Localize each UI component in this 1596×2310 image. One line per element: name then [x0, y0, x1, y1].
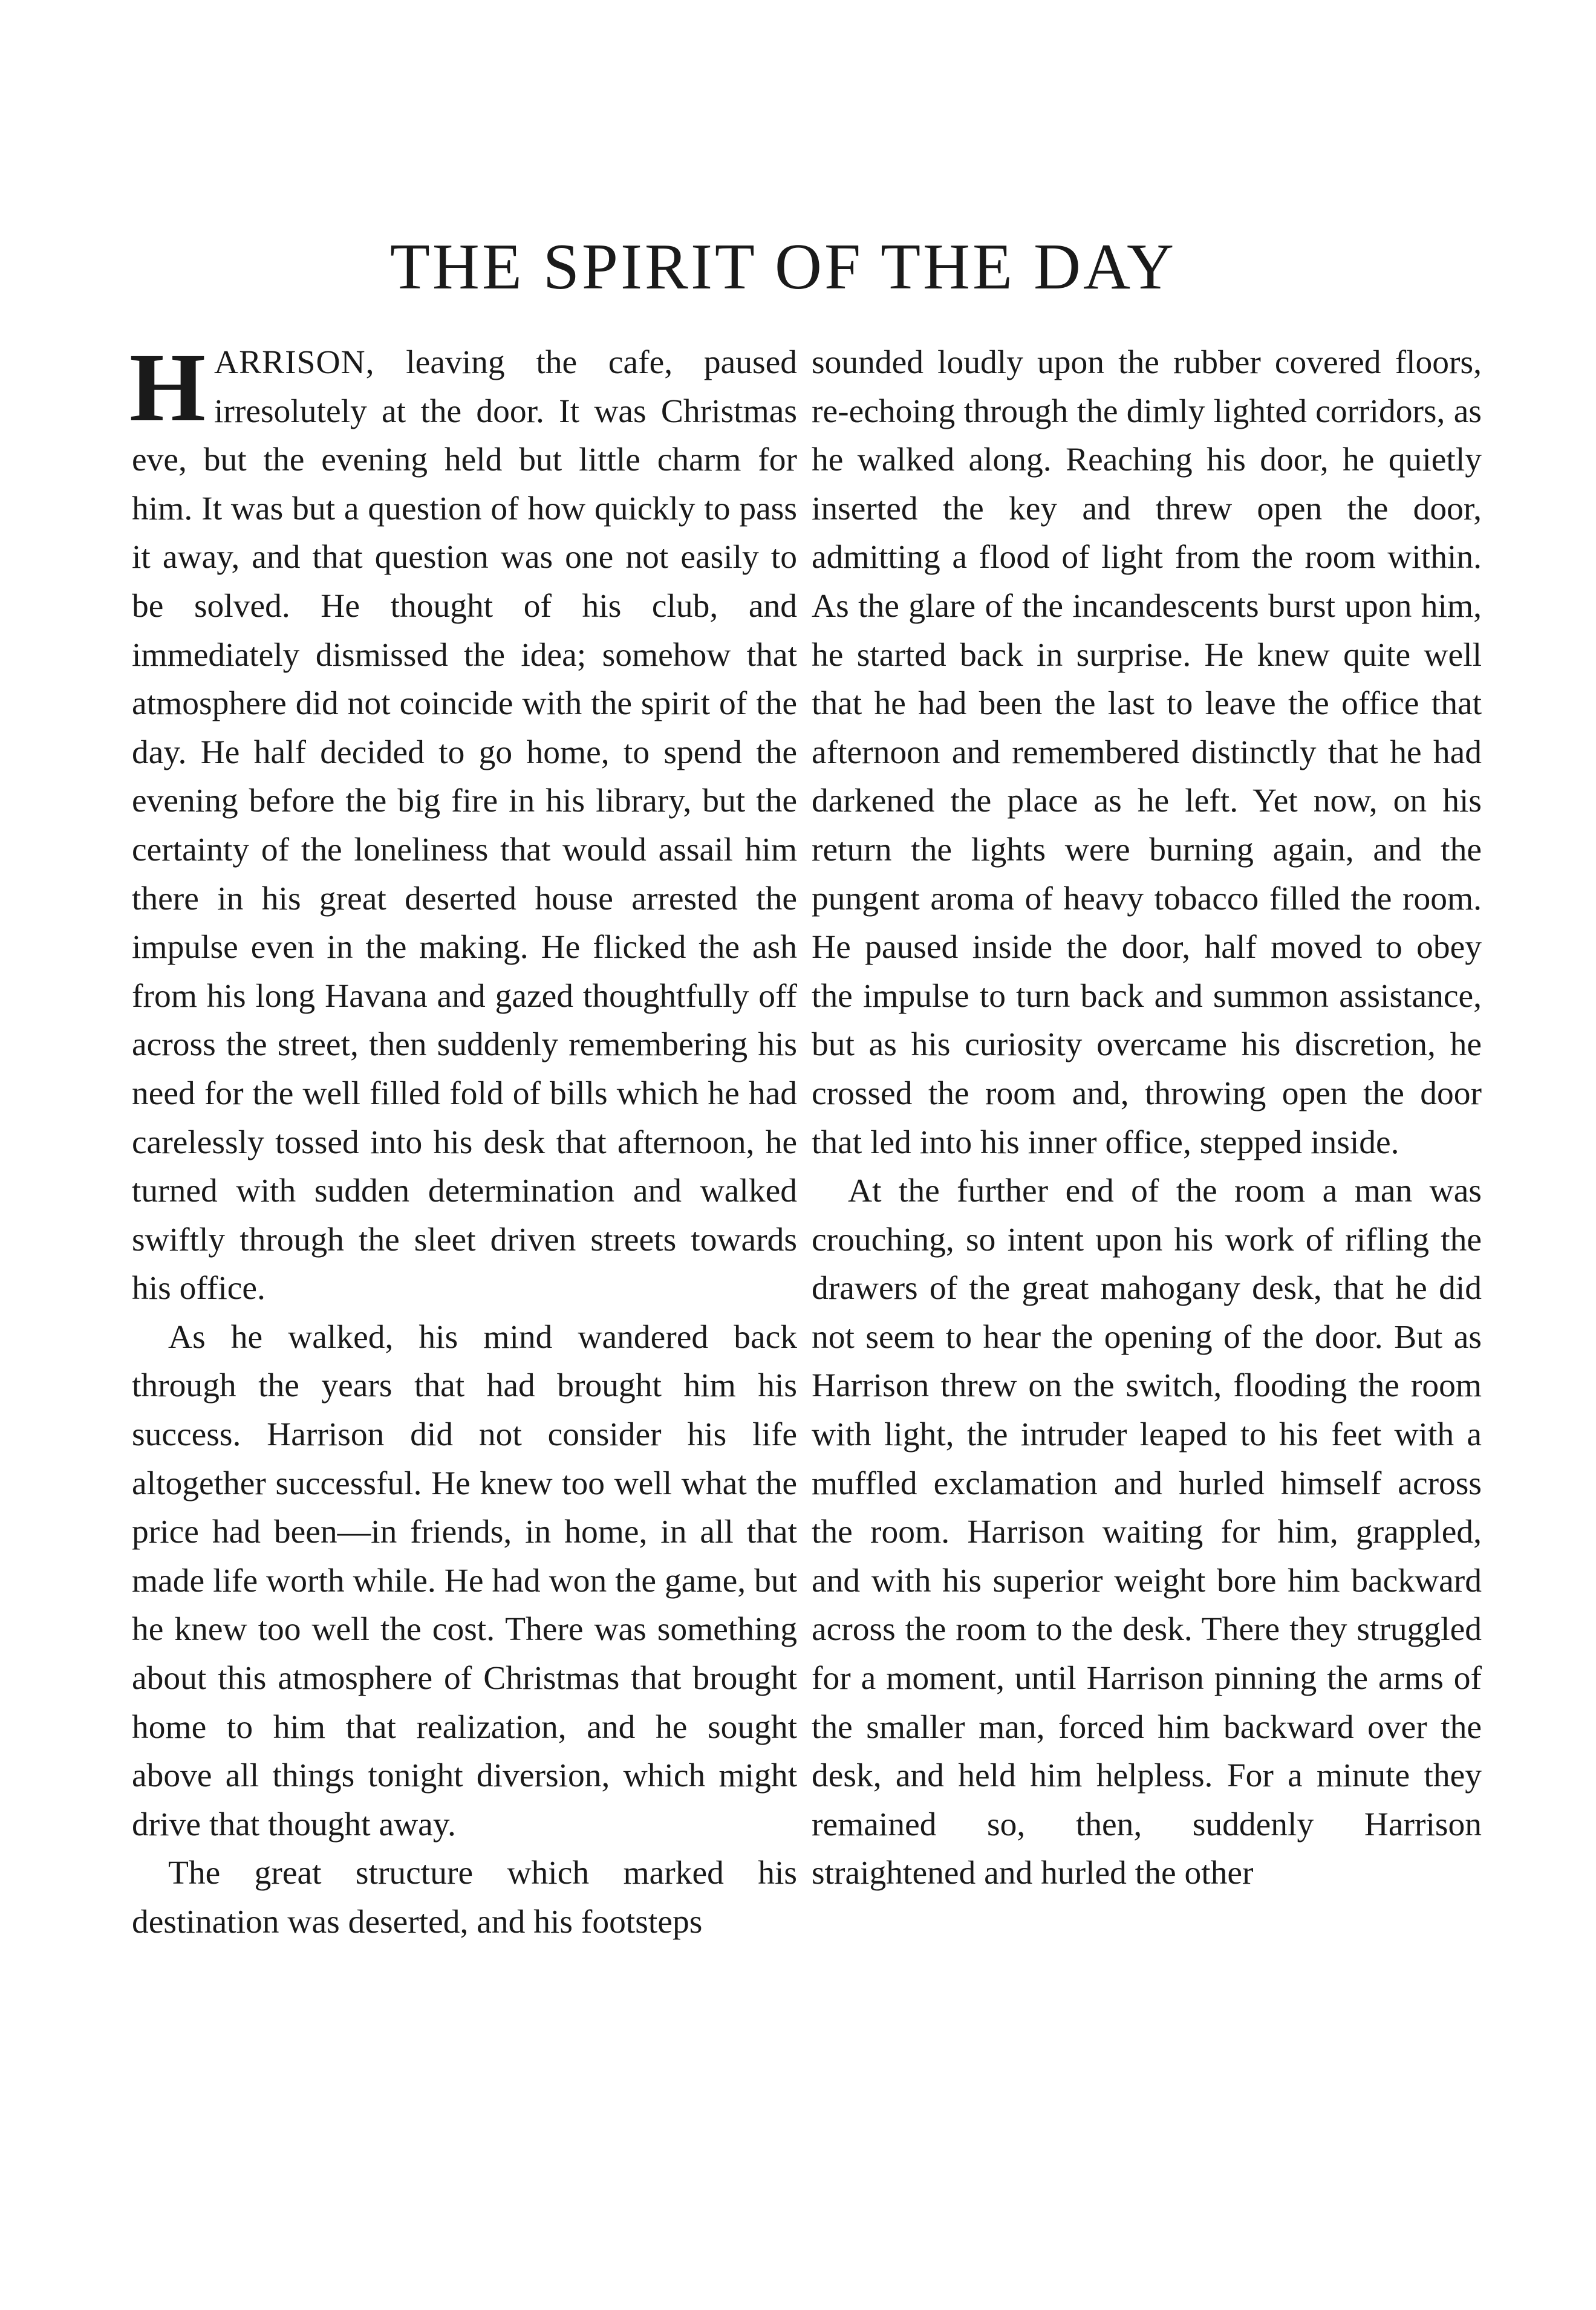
paragraph-3: The great structure which marked his destination was deserted, and his footsteps — [132, 1855, 797, 1941]
opening-caps: ARRISON, — [214, 344, 375, 381]
opening-paragraph-text: leaving the cafe, paused irresolutely at the door. It was Christmas eve, but the evening held but little charm for him. It was but a question of how quickly to pass it away, and that question was one not easily to be solved. He thought of his club, and immediately dismissed the idea; somehow that atmosphere did not coincide with the spirit of the day. He half decided to go home, to spend the evening before the big fire in his library, but the certainty of the loneliness that would assail him there in his great deserted house arrested the impulse even in the making. He flicked the ash from his long Havana and gazed thoughtfully off across the street, then suddenly remembering his need for the well filled fold of bills which he had carelessly tossed into his desk that afternoon, he turned with sudden determination and walked swiftly through the sleet driven streets towards his office. — [132, 344, 797, 1307]
paragraph-4: At the further end of the room a man was crouching, so intent upon his work of rifling the drawers of the great mahogany desk, that he did not seem to hear the opening of the door. But as Harrison threw on the switch, flooding the room with light, the intruder leaped to his feet with a muffled exclamation and hurled himself across the room. Harrison waiting for him, grappled, and with his superior weight bore him backward across the room to the desk. There they struggled for a moment, until Harrison pinning the arms of the smaller man, forced him backward over the desk, and held him helpless. For a minute they remained so, then, suddenly Harrison straightened and hurled the other — [812, 1173, 1482, 1892]
drop-cap: H — [129, 334, 206, 442]
article-title: THE SPIRIT OF THE DAY — [389, 231, 1177, 303]
opening-paragraph — [129, 334, 797, 1313]
right-column — [812, 339, 1482, 1898]
paragraph-3-continued: sounded loudly upon the rubber covered floors, re-echoing through the dimly lighted corridors, as he walked along. Reaching his door, he quietly inserted the key and threw open the door, admitting a flood of light from the room within. As the glare of the incandescents burst upon him, he started back in surprise. He knew quite well that he had been the last to leave the office that afternoon and remembered distinctly that he had darkened the place as he left. Yet now, on his return the lights were burning again, and the pungent aroma of heavy tobacco filled the room. He paused inside the door, half moved to obey the impulse to turn back and summon assistance, but as his curiosity overcame his discretion, he crossed the room and, throwing open the door that led into his inner office, stepped inside. — [812, 344, 1482, 1161]
paragraph-2: As he walked, his mind wandered back through the years that had brought him his success. Harrison did not consider his life altogether successful. He knew too well what the price had been—in friends, in home, in all that made life worth while. He had won the game, but he knew too well the cost. There was something about this atmosphere of Christmas that brought home to him that realization, and he sought above all things tonight diversion, which might drive that thought away. — [132, 1318, 797, 1843]
left-column — [129, 334, 797, 1947]
